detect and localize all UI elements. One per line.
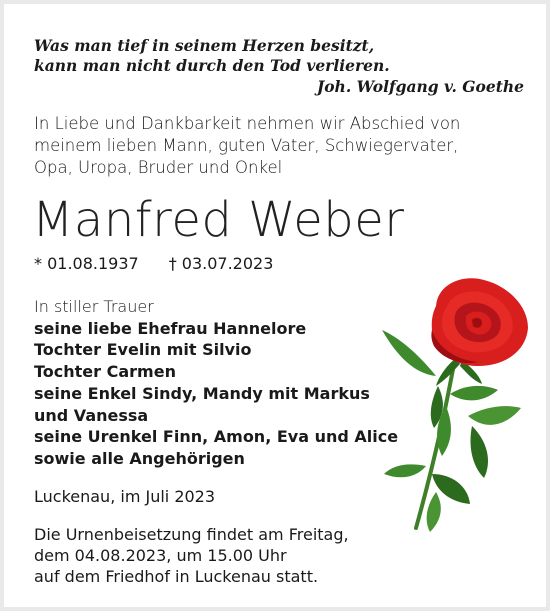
- intro-line: Opa, Uropa, Bruder und Onkel: [34, 158, 283, 177]
- quote-line-1: Was man tief in seinem Herzen besitzt,: [34, 36, 375, 55]
- obituary-card: [4, 4, 546, 607]
- intro-text: [34, 113, 534, 179]
- burial-line: Die Urnenbeisetzung findet am Freitag,: [34, 525, 349, 544]
- burial-notice: [34, 524, 414, 587]
- rose-petal: [472, 318, 482, 328]
- intro-line: In Liebe und Dankbarkeit nehmen wir Abschied von: [34, 114, 461, 133]
- rose-leaf: [450, 386, 498, 400]
- mourner-line: seine Enkel Sindy, Mandy mit Markus: [34, 383, 370, 403]
- place-and-date: Luckenau, im Juli 2023: [34, 487, 216, 506]
- quote-line-2: kann man nicht durch den Tod verlieren.: [34, 56, 390, 75]
- mourner-line: seine liebe Ehefrau Hannelore: [34, 318, 307, 338]
- mourner-line: Tochter Evelin mit Silvio: [34, 340, 252, 360]
- mourner-line: und Vanessa: [34, 405, 149, 425]
- birth-date: * 01.08.1937: [34, 254, 139, 273]
- rose-leaf: [382, 330, 436, 376]
- rose-leaf: [384, 464, 426, 477]
- deceased-name: Manfred Weber: [32, 192, 405, 248]
- rose-leaf: [468, 406, 521, 425]
- burial-line: dem 04.08.2023, um 15.00 Uhr: [34, 546, 287, 565]
- rose-leaf: [471, 426, 489, 478]
- life-dates: [34, 254, 273, 274]
- red-rose-icon: [376, 266, 536, 541]
- quote-author: Joh. Wolfgang v. Goethe: [316, 77, 524, 96]
- mourner-line: Tochter Carmen: [34, 362, 176, 382]
- intro-line: meinem lieben Mann, guten Vater, Schwiegervater,: [34, 136, 459, 155]
- rose-sepal: [436, 358, 460, 386]
- mourners-list: [34, 296, 414, 470]
- burial-line: auf dem Friedhof in Luckenau statt.: [34, 567, 319, 586]
- death-date: † 03.07.2023: [168, 254, 274, 273]
- goethe-quote: [34, 36, 524, 97]
- mourners-lead: In stiller Trauer: [34, 297, 154, 316]
- mourner-line: seine Urenkel Finn, Amon, Eva und Alice: [34, 427, 399, 447]
- rose-leaf: [427, 492, 441, 532]
- mourner-line: sowie alle Angehörigen: [34, 448, 245, 468]
